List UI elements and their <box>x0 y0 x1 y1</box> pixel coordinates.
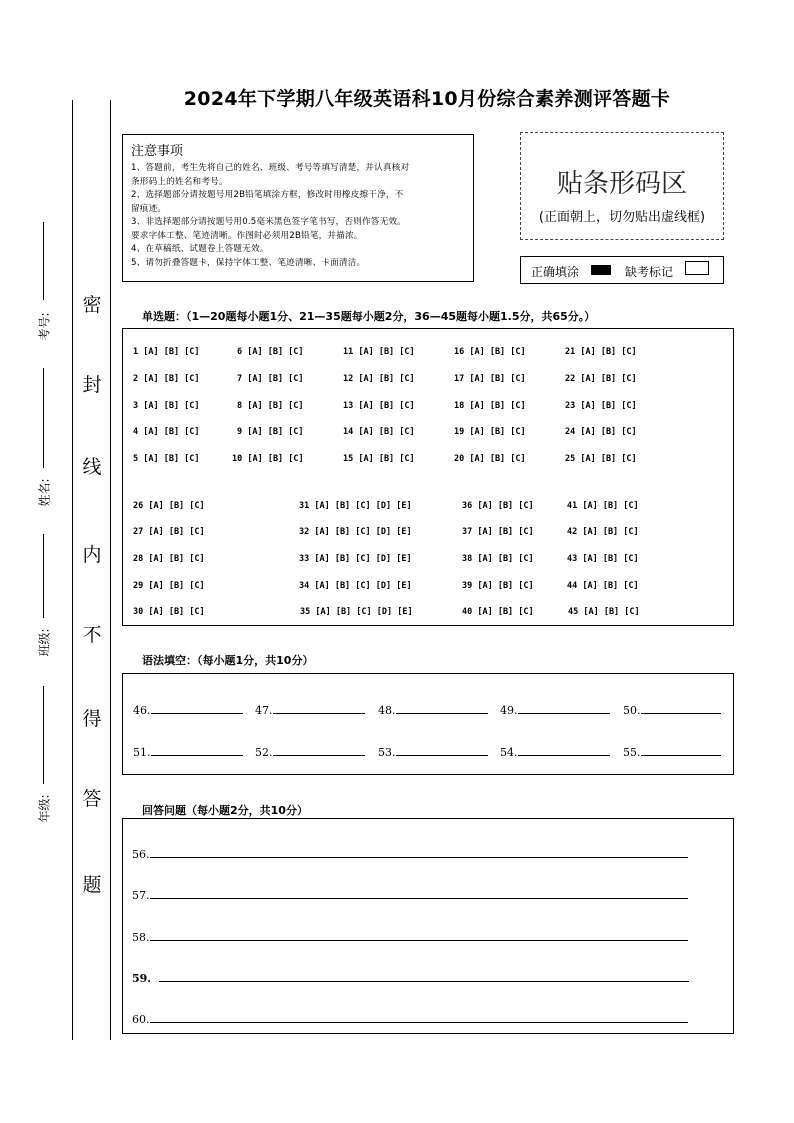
mc-item[interactable]: 36 [A] [B] [C] <box>462 501 534 511</box>
mc-item[interactable]: 44 [A] [B] [C] <box>567 581 639 591</box>
exam-number-label: 考号: <box>37 312 52 341</box>
absent-mark-box[interactable] <box>685 261 709 275</box>
mc-item[interactable]: 31 [A] [B] [C] [D] [E] <box>299 501 412 511</box>
mc-item[interactable]: 29 [A] [B] [C] <box>133 581 205 591</box>
mc-item[interactable]: 12 [A] [B] [C] <box>343 374 415 384</box>
mc-item[interactable]: 30 [A] [B] [C] <box>133 607 205 617</box>
answer-line[interactable] <box>159 981 689 982</box>
notes-item: 1、答题前，考生先将自己的姓名、班级、考号等填写清楚，并认真核对 <box>131 163 410 173</box>
mc-item[interactable]: 38 [A] [B] [C] <box>462 554 534 564</box>
class-label: 班级: <box>37 628 52 657</box>
blank-line[interactable] <box>518 755 610 756</box>
mc-item[interactable]: 42 [A] [B] [C] <box>567 527 639 537</box>
mc-item[interactable]: 18 [A] [B] [C] <box>454 401 526 411</box>
answer-line[interactable] <box>150 940 688 941</box>
absent-mark-label: 缺考标记 <box>625 265 674 279</box>
mc-item[interactable]: 45 [A] [B] [C] <box>568 607 640 617</box>
answer-line[interactable] <box>150 1022 688 1023</box>
barcode-area <box>520 132 724 240</box>
notes-item: 留痕迹。 <box>131 203 167 214</box>
mc-item[interactable]: 5 [A] [B] [C] <box>133 454 200 464</box>
notes-heading: 注意事项 <box>131 144 184 159</box>
mc-item[interactable]: 7 [A] [B] [C] <box>237 374 304 384</box>
blank-number: 48. <box>378 704 396 717</box>
notes-item: 要求字体工整、笔迹清晰。作图时必须用2B铅笔，并描浓。 <box>131 230 363 241</box>
mc-item[interactable]: 35 [A] [B] [C] [D] [E] <box>300 607 413 617</box>
blank-number: 54. <box>500 746 518 759</box>
blank-line[interactable] <box>151 755 243 756</box>
mc-item[interactable]: 8 [A] [B] [C] <box>237 401 304 411</box>
seal-char: 封 <box>82 374 102 396</box>
mc-item[interactable]: 20 [A] [B] [C] <box>454 454 526 464</box>
mc-item[interactable]: 33 [A] [B] [C] [D] [E] <box>299 554 412 564</box>
blank-number: 47. <box>255 704 273 717</box>
blank-number: 49. <box>500 704 518 717</box>
mc-item[interactable]: 28 [A] [B] [C] <box>133 554 205 564</box>
mc-item[interactable]: 11 [A] [B] [C] <box>343 347 415 357</box>
mc-item[interactable]: 13 [A] [B] [C] <box>343 401 415 411</box>
answer-line[interactable] <box>150 898 688 899</box>
margin-line-inner <box>110 100 111 1040</box>
mc-item[interactable]: 24 [A] [B] [C] <box>565 427 637 437</box>
correct-fill-sample <box>591 265 611 275</box>
blank-line[interactable] <box>151 713 243 714</box>
mc-section-title: 单选题：（1—20题每小题1分、21—35题每小题2分，36—45题每小题1.5分，共65分。） <box>142 310 596 323</box>
mc-item[interactable]: 17 [A] [B] [C] <box>454 374 526 384</box>
mc-item[interactable]: 15 [A] [B] [C] <box>343 454 415 464</box>
blank-number: 52. <box>255 746 273 759</box>
answer-line[interactable] <box>150 857 688 858</box>
grammar-section-title: 语法填空：（每小题1分，共10分） <box>142 654 314 667</box>
blank-number: 46. <box>133 704 151 717</box>
mc-item[interactable]: 2 [A] [B] [C] <box>133 374 200 384</box>
answer-number: 58. <box>132 931 150 944</box>
blank-line[interactable] <box>396 713 488 714</box>
seal-char: 不 <box>82 624 102 646</box>
name-line[interactable] <box>43 368 44 468</box>
answers-section-title: 回答问题（每小题2分，共10分） <box>142 804 308 817</box>
blank-line[interactable] <box>273 713 365 714</box>
mc-item[interactable]: 9 [A] [B] [C] <box>237 427 304 437</box>
answer-number: 57. <box>132 889 150 902</box>
blank-number: 51. <box>133 746 151 759</box>
blank-number: 50. <box>623 704 641 717</box>
mc-item[interactable]: 4 [A] [B] [C] <box>133 427 200 437</box>
notes-item: 条形码上的姓名和考号。 <box>131 176 228 187</box>
name-label: 姓名: <box>37 478 52 507</box>
mc-item[interactable]: 34 [A] [B] [C] [D] [E] <box>299 581 412 591</box>
blank-number: 55. <box>623 746 641 759</box>
grade-label: 年级: <box>37 794 52 823</box>
mc-item[interactable]: 23 [A] [B] [C] <box>565 401 637 411</box>
mc-item[interactable]: 39 [A] [B] [C] <box>462 581 534 591</box>
blank-line[interactable] <box>641 755 721 756</box>
answer-number: 59. <box>132 972 152 985</box>
seal-char: 题 <box>82 874 102 896</box>
mc-item[interactable]: 16 [A] [B] [C] <box>454 347 526 357</box>
answer-number: 60. <box>132 1013 150 1026</box>
mc-item[interactable]: 26 [A] [B] [C] <box>133 501 205 511</box>
seal-char: 线 <box>82 456 102 478</box>
mc-item[interactable]: 32 [A] [B] [C] [D] [E] <box>299 527 412 537</box>
seal-char: 内 <box>82 544 102 566</box>
mc-item[interactable]: 1 [A] [B] [C] <box>133 347 200 357</box>
mc-item[interactable]: 43 [A] [B] [C] <box>567 554 639 564</box>
notes-box <box>122 134 474 282</box>
grade-line[interactable] <box>43 686 44 784</box>
notes-item: 5、请勿折叠答题卡，保持字体工整、笔迹清晰、卡面清洁。 <box>131 257 366 268</box>
mc-item[interactable]: 21 [A] [B] [C] <box>565 347 637 357</box>
mc-item[interactable]: 27 [A] [B] [C] <box>133 527 205 537</box>
class-line[interactable] <box>43 534 44 618</box>
blank-line[interactable] <box>518 713 610 714</box>
blank-line[interactable] <box>641 713 721 714</box>
notes-item: 3、非选择题部分请按题号用0.5毫米黑色签字笔书写，否则作答无效。 <box>131 217 406 227</box>
seal-char: 得 <box>82 708 102 730</box>
notes-item: 2、选择题部分请按题号用2B铅笔填涂方框，修改时用橡皮擦干净，不 <box>131 190 404 200</box>
correct-fill-label: 正确填涂 <box>531 265 580 279</box>
barcode-note: (正面朝上，切勿贴出虚线框) <box>538 210 706 225</box>
mc-item[interactable]: 22 [A] [B] [C] <box>565 374 637 384</box>
answer-number: 56. <box>132 848 150 861</box>
barcode-title: 贴条形码区 <box>556 169 687 199</box>
seal-char: 答 <box>82 788 102 810</box>
mc-item[interactable]: 3 [A] [B] [C] <box>133 401 200 411</box>
mc-item[interactable]: 10 [A] [B] [C] <box>232 454 304 464</box>
mc-item[interactable]: 37 [A] [B] [C] <box>462 527 534 537</box>
mc-answer-box <box>122 328 734 626</box>
mc-item[interactable]: 40 [A] [B] [C] <box>462 607 534 617</box>
grammar-answer-box <box>122 673 734 775</box>
notes-item: 4、在草稿纸、试题卷上答题无效。 <box>131 244 269 254</box>
mc-item[interactable]: 41 [A] [B] [C] <box>567 501 639 511</box>
blank-line[interactable] <box>396 755 488 756</box>
mc-item[interactable]: 19 [A] [B] [C] <box>454 427 526 437</box>
blank-number: 53. <box>378 746 396 759</box>
mc-item[interactable]: 14 [A] [B] [C] <box>343 427 415 437</box>
margin-line-outer <box>72 100 73 1040</box>
mc-item[interactable]: 6 [A] [B] [C] <box>237 347 304 357</box>
fill-legend <box>520 256 724 284</box>
page-title: 2024年下学期八年级英语科10月份综合素养测评答题卡 <box>183 88 671 110</box>
blank-line[interactable] <box>273 755 365 756</box>
mc-item[interactable]: 25 [A] [B] [C] <box>565 454 637 464</box>
seal-char: 密 <box>82 294 102 316</box>
exam-number-line[interactable] <box>43 222 44 300</box>
